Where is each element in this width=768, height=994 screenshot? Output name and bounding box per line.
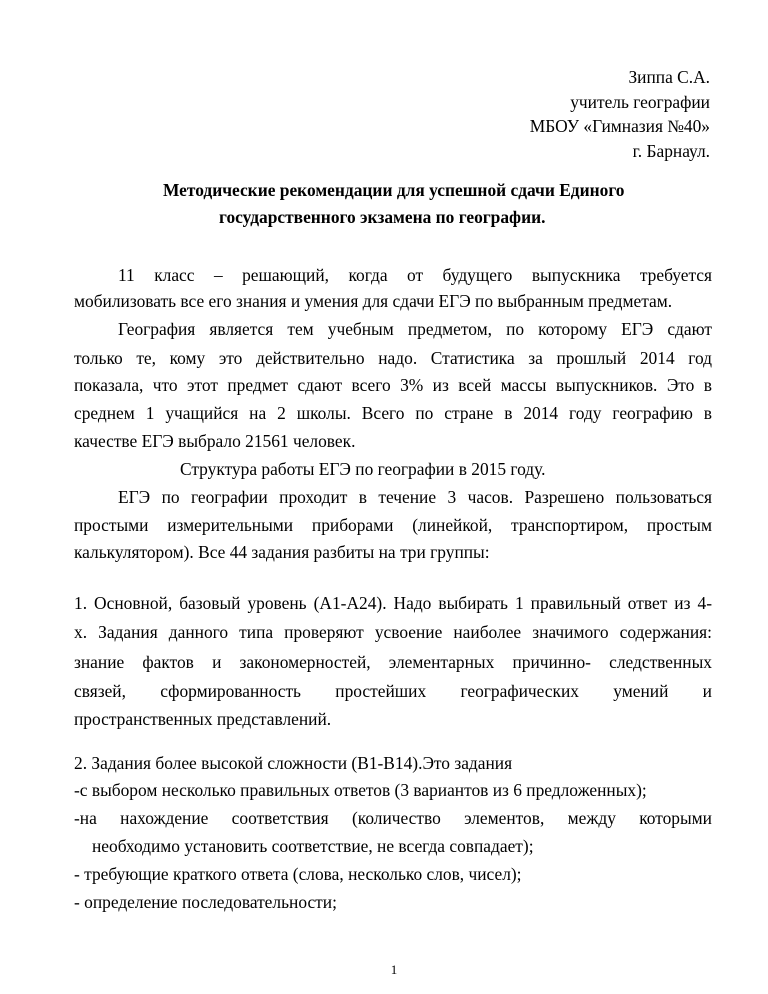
- author-school: МБОУ «Гимназия №40»: [529, 116, 710, 136]
- paragraph-1-line-2: мобилизовать все его знания и умения для сдачи ЕГЭ по выбранным предметам.: [74, 291, 673, 311]
- item-1-line-3: знание фактов и закономерностей, элементарных причинно- следственных: [74, 652, 712, 672]
- section-heading: Структура работы ЕГЭ по географии в 2015 году.: [180, 459, 546, 479]
- item-2-line-1: -с выбором несколько правильных ответов (3 вариантов из 6 предложенных);: [74, 780, 647, 800]
- paragraph-2-line-4: среднем 1 учащийся на 2 школы. Всего по стране в 2014 году географию в: [74, 403, 712, 423]
- paragraph-3-line-1: ЕГЭ по географии проходит в течение 3 часов. Разрешено пользоваться: [118, 487, 712, 507]
- item-1-line-4: связей, сформированность простейших географических умений и: [74, 681, 712, 701]
- item-2-line-5: - определение последовательности;: [74, 892, 337, 912]
- page-number: 1: [390, 962, 398, 977]
- author-name: Зиппа С.А.: [628, 67, 710, 87]
- paragraph-2-line-3: показала, что этот предмет сдают всего 3% из всей массы выпускников. Это в: [74, 375, 712, 395]
- item-2-line-4: - требующие краткого ответа (слова, несколько слов, чисел);: [74, 864, 522, 884]
- item-1-line-5: пространственных представлений.: [74, 709, 332, 729]
- item-2-line-3: необходимо установить соответствие, не всегда совпадает);: [92, 836, 534, 856]
- paragraph-3-line-3: калькулятором). Все 44 задания разбиты на три группы:: [74, 542, 490, 562]
- doc-title-line-1: Методические рекомендации для успешной сдачи Единого: [163, 180, 625, 200]
- doc-title-line-2: государственного экзамена по географии.: [219, 207, 546, 227]
- paragraph-2-line-2: только те, кому это действительно надо. Статистика за прошлый 2014 год: [74, 348, 712, 368]
- item-1-line-2: х. Задания данного типа проверяют усвоение наиболее значимого содержания:: [74, 622, 712, 642]
- paragraph-3-line-2: простыми измерительными приборами (линейкой, транспортиром, простым: [74, 515, 712, 535]
- item-2-title: 2. Задания более высокой сложности (В1-В14).Это задания: [74, 753, 513, 773]
- paragraph-2-line-1: География является тем учебным предметом, по которому ЕГЭ сдают: [118, 319, 712, 339]
- item-2-line-2: -на нахождение соответствия (количество элементов, между которыми: [74, 808, 712, 828]
- item-1-line-1: 1. Основной, базовый уровень (А1-А24). Надо выбирать 1 правильный ответ из 4-: [74, 593, 712, 613]
- paragraph-1-line-1: 11 класс – решающий, когда от будущего выпускника требуется: [118, 265, 712, 285]
- paragraph-2-line-5: качестве ЕГЭ выбрало 21561 человек.: [74, 431, 356, 451]
- author-city: г. Барнаул.: [632, 141, 710, 161]
- author-position: учитель географии: [570, 92, 710, 112]
